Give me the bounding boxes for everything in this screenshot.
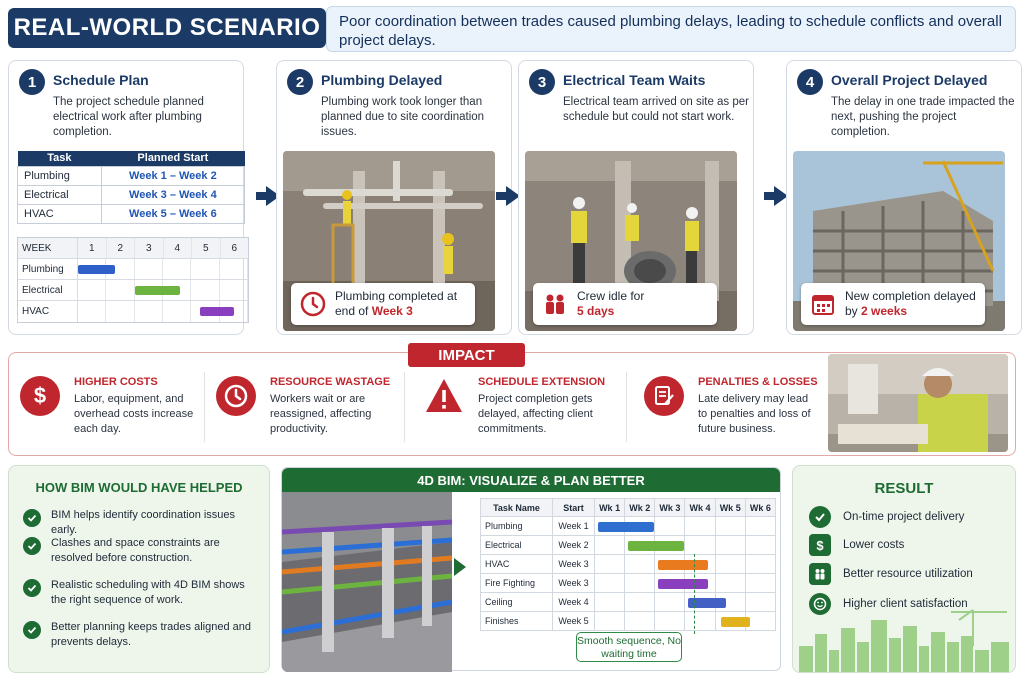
step-callout	[533, 283, 717, 325]
step-description: Plumbing work took longer than planned due to site coordination issues.	[321, 96, 485, 138]
gantt-bar	[721, 617, 750, 627]
divider	[404, 372, 405, 442]
callout-highlight: 2 weeks	[861, 304, 908, 318]
gantt-week: 4	[164, 238, 193, 258]
impact-description: Labor, equipment, and overhead costs increase each day.	[74, 393, 194, 435]
table-cell: Week 3 – Week 4	[101, 185, 244, 204]
table-header: Wk 1	[595, 499, 625, 517]
impact-title: RESOURCE WASTAGE	[270, 376, 391, 388]
table-cell: Week 3	[553, 574, 595, 593]
table-header: Wk 4	[685, 499, 715, 517]
planned-gantt	[17, 237, 249, 323]
table-header: Wk 6	[745, 499, 775, 517]
result-text: On-time project delivery	[843, 511, 965, 523]
table-row	[481, 555, 776, 574]
divider	[204, 372, 205, 442]
result-text: Better resource utilization	[843, 568, 973, 580]
list-item	[23, 578, 263, 608]
table-cell: Week 1 – Week 2	[101, 166, 244, 185]
stressed-engineer-photo	[828, 354, 1008, 452]
table-cell: Ceiling	[481, 593, 553, 612]
step-callout	[801, 283, 985, 325]
result-text: Higher client satisfaction	[843, 598, 968, 610]
schedule-table	[17, 151, 245, 224]
table-header: Wk 5	[715, 499, 745, 517]
city-skyline-illustration	[793, 606, 1016, 673]
4d-gantt-table	[480, 498, 776, 631]
step-title: Electrical Team Waits	[563, 72, 706, 88]
gantt-row-label: Plumbing	[18, 259, 78, 279]
clock-icon	[216, 376, 256, 416]
impact-label: IMPACT	[408, 343, 525, 367]
table-cell: HVAC	[18, 204, 102, 223]
callout-text: Crew idle for	[577, 289, 645, 303]
contract-icon	[644, 376, 684, 416]
gantt-header-row	[18, 238, 248, 259]
arrow-right-icon	[454, 558, 466, 576]
table-cell: Week 5 – Week 6	[101, 204, 244, 223]
table-cell: HVAC	[481, 555, 553, 574]
table-header: Wk 3	[655, 499, 685, 517]
divider	[626, 372, 627, 442]
impact-title: PENALTIES & LOSSES	[698, 376, 818, 388]
step-card-plumbing-delayed	[276, 60, 512, 335]
impact-title: HIGHER COSTS	[74, 376, 158, 388]
list-item	[23, 508, 263, 538]
check-icon	[23, 621, 41, 639]
step-number: 3	[529, 69, 555, 95]
gantt-bar	[628, 541, 684, 551]
impact-title: SCHEDULE EXTENSION	[478, 376, 606, 388]
table-row	[481, 574, 776, 593]
gantt-row-label: HVAC	[18, 301, 78, 322]
gantt-week: 5	[192, 238, 221, 258]
step-card-electrical-waits	[518, 60, 754, 335]
gantt-bar	[135, 286, 180, 295]
list-item-text: Clashes and space constraints are resolved before construction.	[51, 537, 220, 564]
table-cell: Electrical	[18, 185, 102, 204]
header-description: Poor coordination between trades caused plumbing delays, leading to schedule conflicts and overall project delays.	[326, 6, 1016, 52]
step-description: The project schedule planned electrical work after plumbing completion.	[53, 96, 204, 138]
gantt-row	[18, 301, 248, 322]
gantt-bar	[200, 307, 234, 316]
gantt-row-label: Electrical	[18, 280, 78, 300]
table-cell: Week 5	[553, 612, 595, 631]
4d-bim-title: 4D BIM: VISUALIZE & PLAN BETTER	[282, 468, 780, 492]
list-item-text: Better planning keeps trades aligned and prevents delays.	[51, 621, 251, 648]
gantt-bar	[658, 579, 708, 589]
impact-item-resource-wastage	[216, 370, 406, 450]
table-cell: Plumbing	[481, 517, 553, 536]
dollar-icon	[20, 376, 60, 416]
gantt-row	[18, 280, 248, 301]
step-number: 1	[19, 69, 45, 95]
gantt-bar	[658, 560, 708, 570]
table-cell: Week 3	[553, 555, 595, 574]
table-row	[481, 593, 776, 612]
impact-item-higher-costs	[20, 370, 210, 450]
table-cell: Week 1	[553, 517, 595, 536]
clock-icon	[299, 290, 327, 318]
step-description: The delay in one trade impacted the next, pushing the project completion.	[831, 96, 1015, 138]
impact-description: Project completion gets delayed, affecting client commitments.	[478, 393, 593, 435]
table-header: Planned Start	[101, 151, 244, 166]
table-header: Task Name	[481, 499, 553, 517]
result-title: RESULT	[874, 480, 934, 497]
table-header: Wk 2	[625, 499, 655, 517]
gantt-week: 1	[78, 238, 107, 258]
gantt-week: 2	[107, 238, 136, 258]
step-description: Electrical team arrived on site as per schedule but could not start work.	[563, 96, 749, 123]
calendar-icon	[809, 290, 837, 318]
step-card-schedule-plan	[8, 60, 244, 335]
impact-description: Late delivery may lead to penalties and loss of future business.	[698, 393, 811, 435]
sequence-marker	[694, 554, 695, 634]
table-cell: Plumbing	[18, 166, 102, 185]
page-title: REAL-WORLD SCENARIO	[8, 8, 326, 48]
bim-title: HOW BIM WOULD HAVE HELPED	[35, 480, 243, 495]
step-title: Overall Project Delayed	[831, 72, 988, 88]
check-icon	[23, 537, 41, 555]
check-icon	[23, 509, 41, 527]
people-icon	[809, 563, 831, 585]
bim-benefits-panel	[8, 465, 270, 673]
step-number: 2	[287, 69, 313, 95]
gantt-week: 3	[135, 238, 164, 258]
step-card-project-delayed	[786, 60, 1022, 335]
check-icon	[23, 579, 41, 597]
gantt-bar	[598, 522, 654, 532]
list-item	[23, 536, 263, 566]
gantt-week-label: WEEK	[18, 238, 78, 258]
result-item	[809, 506, 964, 528]
list-item	[23, 620, 263, 650]
table-cell: Electrical	[481, 536, 553, 555]
gantt-bar	[78, 265, 115, 274]
step-title: Schedule Plan	[53, 72, 149, 88]
result-item	[809, 563, 973, 585]
list-item-text: BIM helps identify coordination issues early.	[51, 509, 236, 536]
table-cell: Week 4	[553, 593, 595, 612]
step-callout	[291, 283, 475, 325]
table-row	[18, 166, 245, 185]
table-cell: Week 2	[553, 536, 595, 555]
impact-item-penalties	[644, 370, 824, 450]
step-title: Plumbing Delayed	[321, 72, 443, 88]
callout-highlight: 5 days	[577, 304, 615, 318]
list-item-text: Realistic scheduling with 4D BIM shows the right sequence of work.	[51, 579, 245, 606]
result-item	[809, 534, 904, 556]
sequence-note: Smooth sequence, No waiting time	[576, 632, 682, 662]
impact-description: Workers wait or are reassigned, affecting productivity.	[270, 393, 372, 435]
table-header: Task	[18, 151, 102, 166]
table-row	[18, 204, 245, 223]
workers-icon	[541, 290, 569, 318]
callout-highlight: Week 3	[371, 304, 413, 318]
table-cell: Fire Fighting	[481, 574, 553, 593]
gantt-row	[18, 259, 248, 280]
svg-text:$: $	[33, 384, 47, 408]
table-header: Start	[553, 499, 595, 517]
result-panel	[792, 465, 1016, 673]
dollar-icon: $	[809, 534, 831, 556]
warning-icon	[424, 376, 464, 416]
result-text: Lower costs	[843, 539, 905, 551]
impact-item-schedule-extension	[424, 370, 624, 450]
bim-model-render	[282, 492, 452, 672]
step-number: 4	[797, 69, 823, 95]
check-icon	[809, 506, 831, 528]
table-row	[18, 185, 245, 204]
callout-text: Plumbing completed at end of	[335, 289, 458, 318]
callout-text: New completion delayed by	[845, 289, 976, 318]
4d-bim-panel	[281, 467, 781, 671]
table-cell: Finishes	[481, 612, 553, 631]
gantt-week: 6	[231, 242, 238, 254]
